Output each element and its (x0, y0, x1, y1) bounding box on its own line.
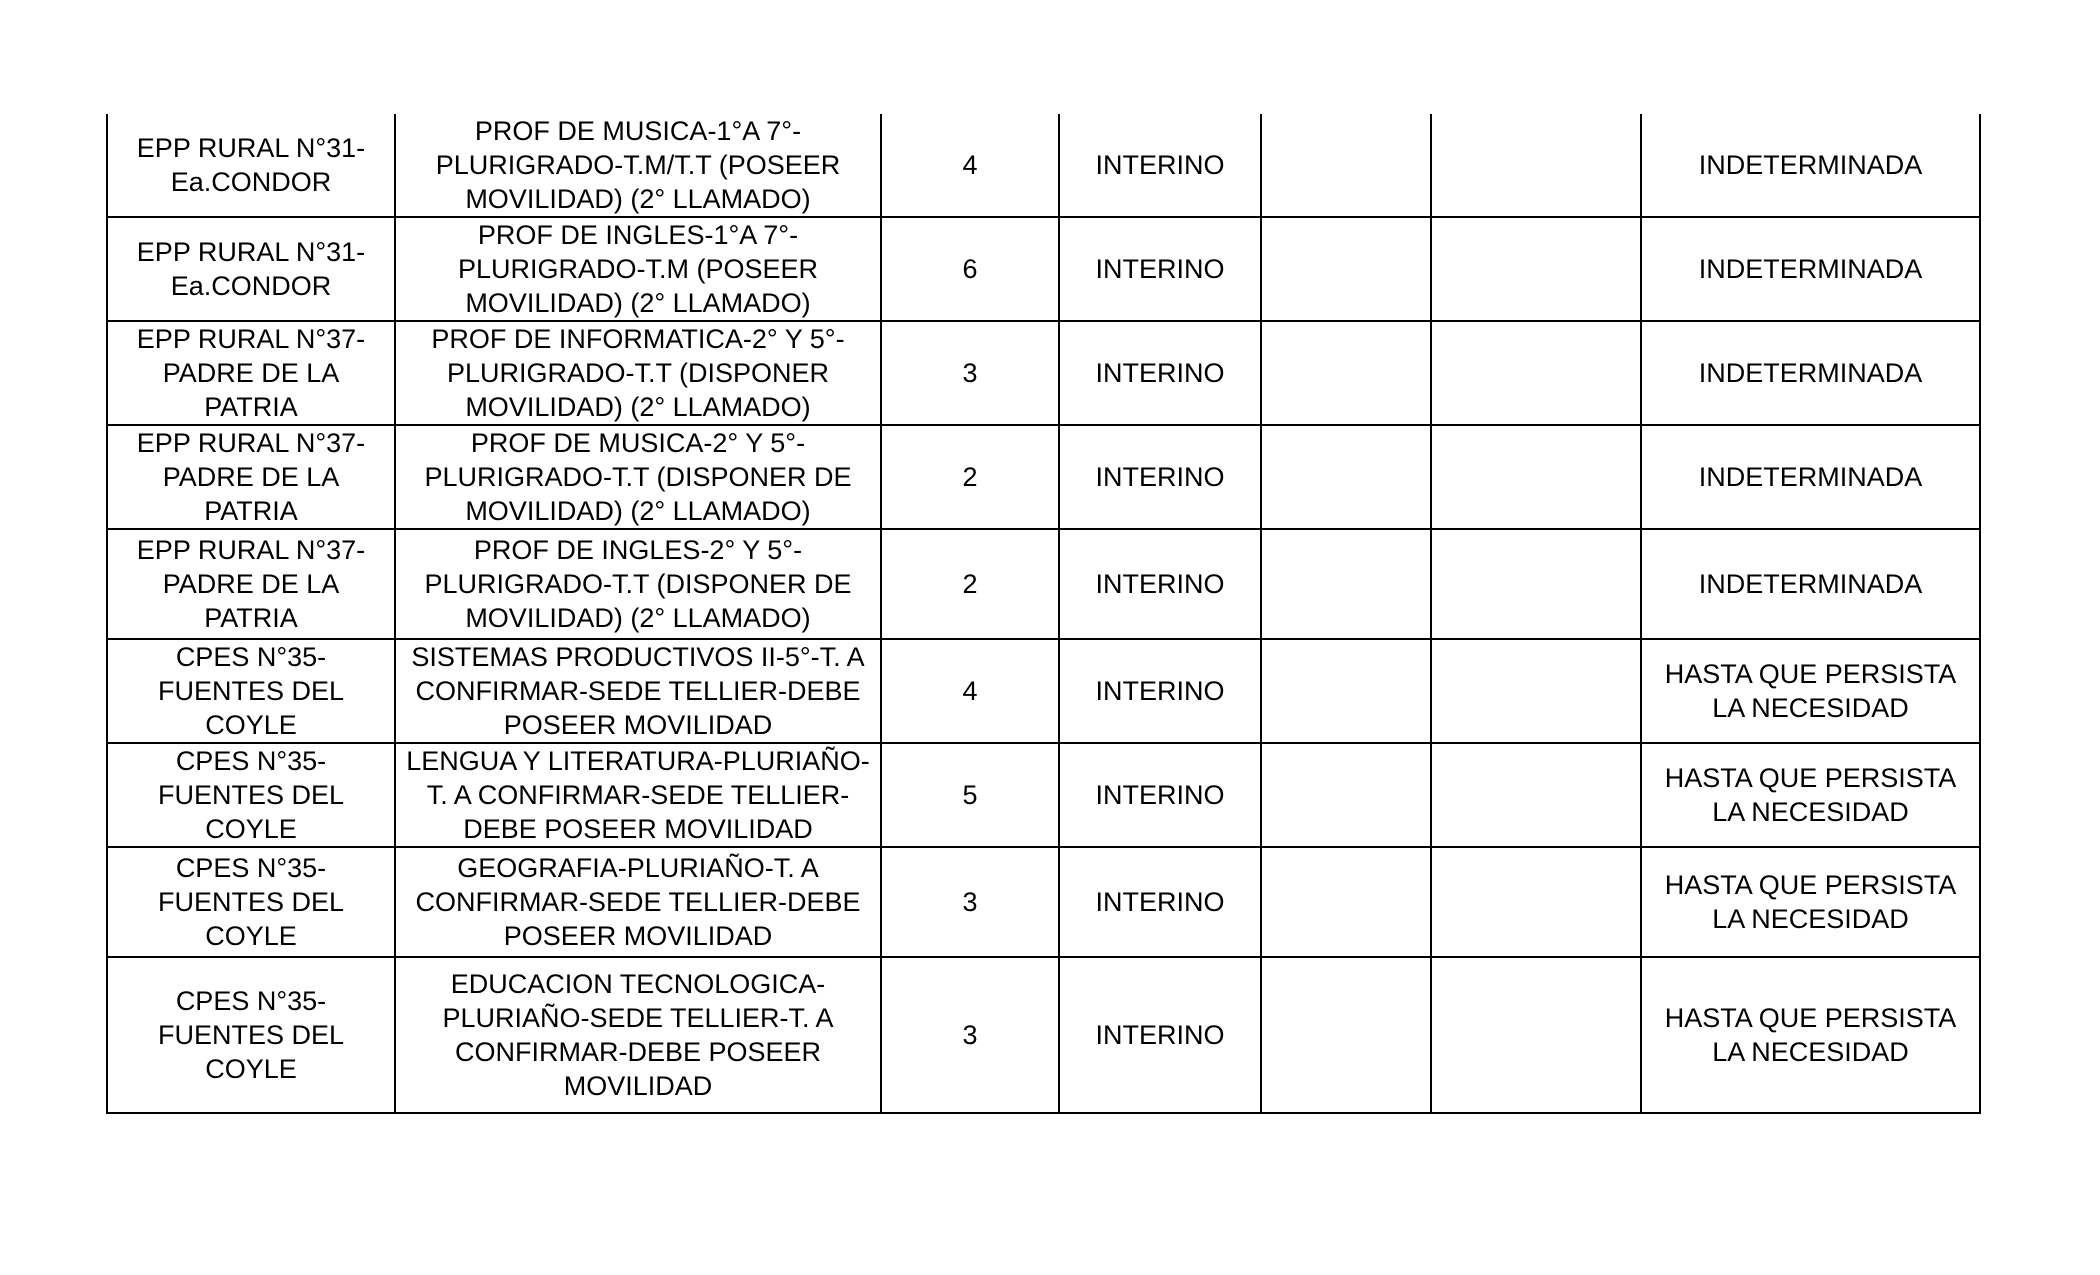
empty-cell (1431, 639, 1641, 743)
duration-cell: HASTA QUE PERSISTA LA NECESIDAD (1641, 639, 1980, 743)
hours-cell: 3 (881, 847, 1059, 957)
status-cell: INTERINO (1059, 529, 1261, 639)
empty-cell (1261, 321, 1431, 425)
empty-cell (1431, 217, 1641, 321)
empty-cell (1431, 847, 1641, 957)
hours-cell: 3 (881, 957, 1059, 1113)
empty-cell (1431, 743, 1641, 847)
position-cell: PROF DE INGLES-2° Y 5°- PLURIGRADO-T.T (DISPONER DE MOVILIDAD) (2° LLAMADO) (395, 529, 881, 639)
position-cell: EDUCACION TECNOLOGICA- PLURIAÑO-SEDE TELLIER-T. A CONFIRMAR-DEBE POSEER MOVILIDAD (395, 957, 881, 1113)
school-cell: CPES N°35- FUENTES DEL COYLE (107, 639, 395, 743)
empty-cell (1261, 639, 1431, 743)
school-cell: EPP RURAL N°37- PADRE DE LA PATRIA (107, 529, 395, 639)
table-row (107, 847, 1980, 957)
position-cell: LENGUA Y LITERATURA-PLURIAÑO- T. A CONFIRMAR-SEDE TELLIER- DEBE POSEER MOVILIDAD (395, 743, 881, 847)
duration-cell: HASTA QUE PERSISTA LA NECESIDAD (1641, 743, 1980, 847)
empty-cell (1431, 114, 1641, 217)
empty-cell (1431, 425, 1641, 529)
table-row (107, 114, 1980, 217)
school-cell: CPES N°35- FUENTES DEL COYLE (107, 847, 395, 957)
hours-cell: 4 (881, 114, 1059, 217)
position-cell: PROF DE INGLES-1°A 7°- PLURIGRADO-T.M (POSEER MOVILIDAD) (2° LLAMADO) (395, 217, 881, 321)
duration-cell: INDETERMINADA (1641, 425, 1980, 529)
table-row (107, 957, 1980, 1113)
hours-cell: 2 (881, 425, 1059, 529)
empty-cell (1261, 114, 1431, 217)
empty-cell (1431, 321, 1641, 425)
status-cell: INTERINO (1059, 321, 1261, 425)
vacancies-table (106, 114, 1981, 1114)
status-cell: INTERINO (1059, 425, 1261, 529)
status-cell: INTERINO (1059, 847, 1261, 957)
status-cell: INTERINO (1059, 743, 1261, 847)
duration-cell: INDETERMINADA (1641, 114, 1980, 217)
hours-cell: 4 (881, 639, 1059, 743)
table-row (107, 217, 1980, 321)
duration-cell: INDETERMINADA (1641, 529, 1980, 639)
empty-cell (1261, 217, 1431, 321)
empty-cell (1261, 957, 1431, 1113)
school-cell: EPP RURAL N°31- Ea.CONDOR (107, 114, 395, 217)
school-cell: EPP RURAL N°37- PADRE DE LA PATRIA (107, 321, 395, 425)
status-cell: INTERINO (1059, 957, 1261, 1113)
position-cell: GEOGRAFIA-PLURIAÑO-T. A CONFIRMAR-SEDE TELLIER-DEBE POSEER MOVILIDAD (395, 847, 881, 957)
status-cell: INTERINO (1059, 217, 1261, 321)
position-cell: SISTEMAS PRODUCTIVOS II-5°-T. A CONFIRMAR-SEDE TELLIER-DEBE POSEER MOVILIDAD (395, 639, 881, 743)
school-cell: CPES N°35- FUENTES DEL COYLE (107, 743, 395, 847)
table-row (107, 639, 1980, 743)
duration-cell: HASTA QUE PERSISTA LA NECESIDAD (1641, 847, 1980, 957)
school-cell: EPP RURAL N°31- Ea.CONDOR (107, 217, 395, 321)
empty-cell (1431, 957, 1641, 1113)
position-cell: PROF DE INFORMATICA-2° Y 5°- PLURIGRADO-T.T (DISPONER MOVILIDAD) (2° LLAMADO) (395, 321, 881, 425)
school-cell: EPP RURAL N°37- PADRE DE LA PATRIA (107, 425, 395, 529)
status-cell: INTERINO (1059, 114, 1261, 217)
school-cell: CPES N°35- FUENTES DEL COYLE (107, 957, 395, 1113)
hours-cell: 3 (881, 321, 1059, 425)
position-cell: PROF DE MUSICA-1°A 7°- PLURIGRADO-T.M/T.T (POSEER MOVILIDAD) (2° LLAMADO) (395, 114, 881, 217)
table-row (107, 743, 1980, 847)
empty-cell (1261, 529, 1431, 639)
empty-cell (1431, 529, 1641, 639)
duration-cell: INDETERMINADA (1641, 321, 1980, 425)
hours-cell: 5 (881, 743, 1059, 847)
position-cell: PROF DE MUSICA-2° Y 5°- PLURIGRADO-T.T (DISPONER DE MOVILIDAD) (2° LLAMADO) (395, 425, 881, 529)
empty-cell (1261, 425, 1431, 529)
empty-cell (1261, 847, 1431, 957)
table-row (107, 529, 1980, 639)
hours-cell: 2 (881, 529, 1059, 639)
duration-cell: INDETERMINADA (1641, 217, 1980, 321)
empty-cell (1261, 743, 1431, 847)
status-cell: INTERINO (1059, 639, 1261, 743)
table-row (107, 321, 1980, 425)
hours-cell: 6 (881, 217, 1059, 321)
duration-cell: HASTA QUE PERSISTA LA NECESIDAD (1641, 957, 1980, 1113)
table-row (107, 425, 1980, 529)
